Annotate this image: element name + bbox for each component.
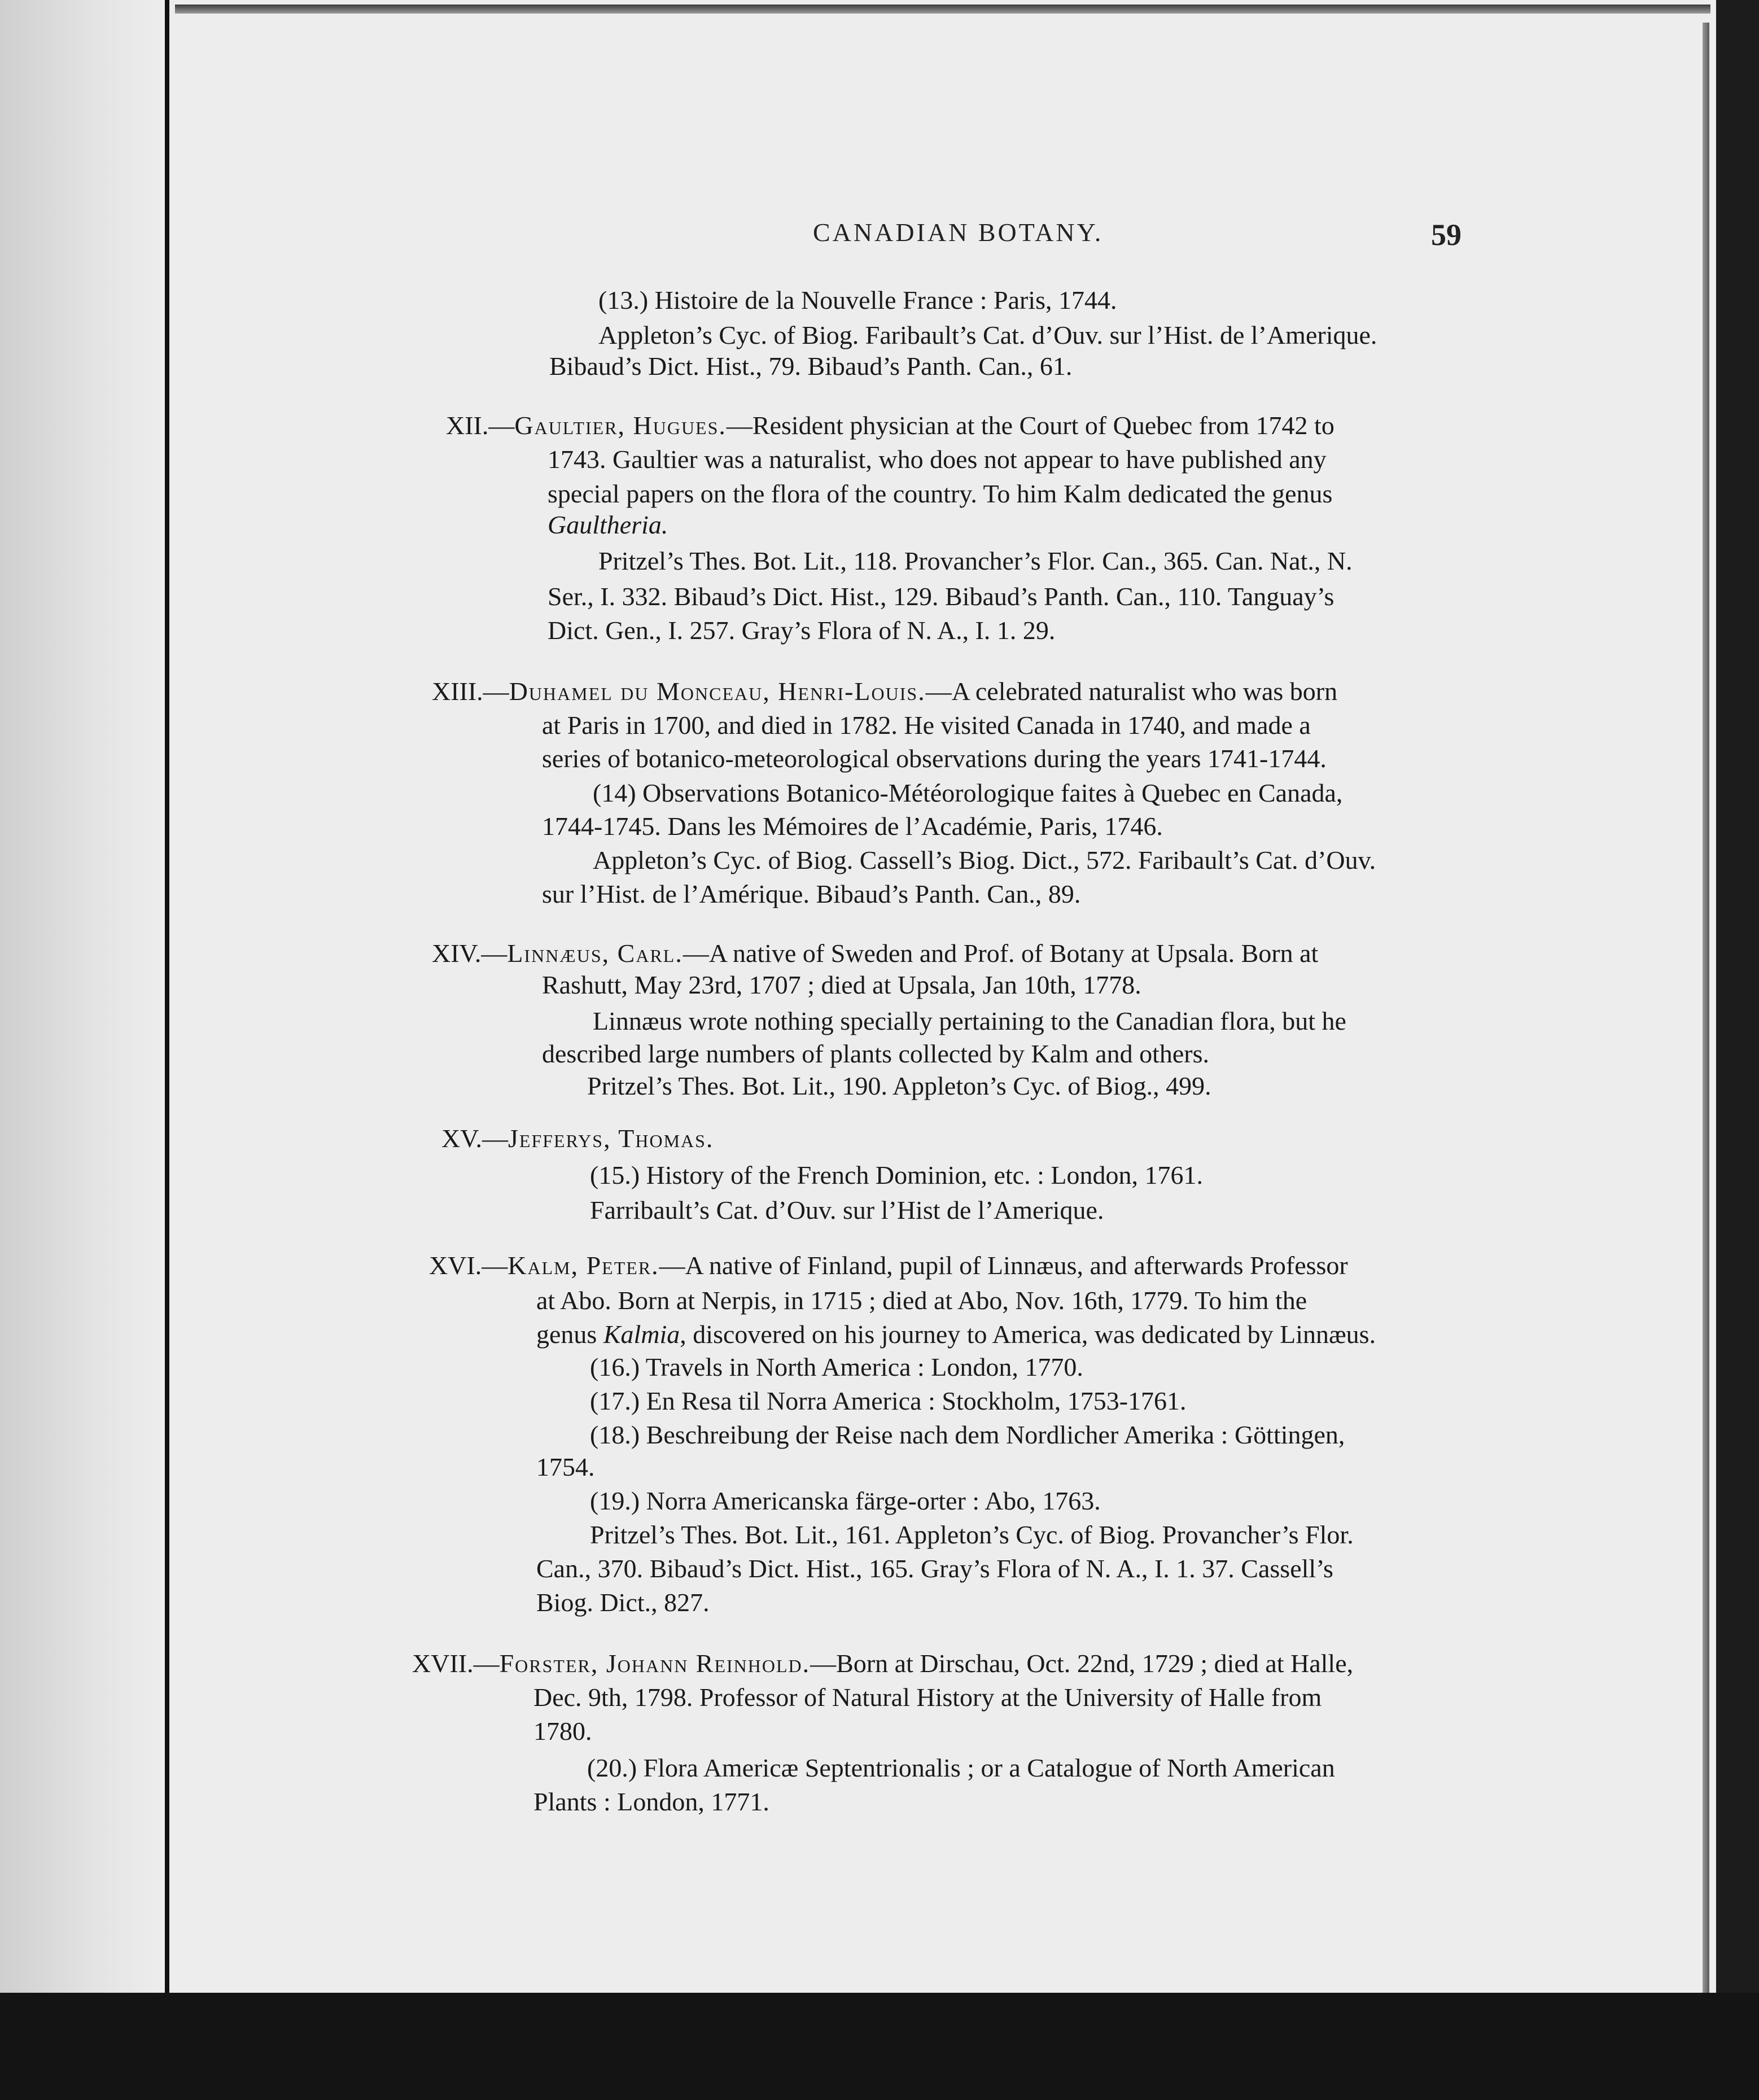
entry-text: , discovered on his journey to America, was dedicated by Linnæus. [680,1320,1376,1349]
entry-number: XII.— [446,411,515,440]
reference-line: (15.) History of the French Dominion, etc. : London, 1761. [590,1161,1203,1189]
entry-text-line [536,1319,1376,1349]
entry-heading-xvii [412,1648,1353,1678]
entry-name: Gaultier, Hugues. [514,411,727,440]
citation-line: Can., 370. Bibaud’s Dict. Hist., 165. Gray’s Flora of N. A., I. 1. 37. Cassell’s [536,1554,1333,1583]
entry-text-line: Linnæus wrote nothing specially pertaining to the Canadian flora, but he [593,1007,1346,1035]
entry-number: XV.— [441,1124,509,1153]
entry-text: —A native of Finland, pupil of Linnæus, and afterwards Professor [659,1251,1348,1280]
reference-line: (17.) En Resa til Norra America : Stockholm, 1753-1761. [590,1386,1187,1415]
page-top-edge [175,5,1710,14]
entry-name: Jefferys, Thomas. [508,1124,714,1153]
reference-line: (18.) Beschreibung der Reise nach dem Nordlicher Amerika : Göttingen, [590,1420,1345,1449]
entry-number: XIII.— [432,677,509,706]
entry-text-line: at Paris in 1700, and died in 1782. He visited Canada in 1740, and made a [542,711,1311,740]
reference-line: (14) Observations Botanico-Météorologique faites à Quebec en Canada, [593,778,1343,807]
citation-line: Pritzel’s Thes. Bot. Lit., 118. Provancher’s Flor. Can., 365. Can. Nat., N. [598,546,1353,575]
citation-line: Appleton’s Cyc. of Biog. Cassell’s Biog. Dict., 572. Faribault’s Cat. d’Ouv. [593,846,1376,874]
entry-number: XVII.— [412,1649,500,1678]
entry-heading-xiv [432,938,1318,968]
entry-text-line: described large numbers of plants collected by Kalm and others. [542,1039,1210,1068]
reference-line: 1744-1745. Dans les Mémoires de l’Académie, Paris, 1746. [542,812,1163,841]
citation-line: Biog. Dict., 827. [536,1588,710,1617]
reference-line: (16.) Travels in North America : London, 1770. [590,1353,1083,1381]
reference-line: Plants : London, 1771. [533,1787,769,1816]
entry-text-line: at Abo. Born at Nerpis, in 1715 ; died at Abo, Nov. 16th, 1779. To him the [536,1286,1307,1315]
entry-heading-xvi [429,1250,1348,1280]
entry-text: —Born at Dirschau, Oct. 22nd, 1729 ; died at Halle, [810,1649,1354,1678]
entry-name: Forster, Johann Reinhold. [499,1649,811,1678]
entry-heading-xv [441,1123,714,1153]
entry-text-line: 1743. Gaultier was a naturalist, who does not appear to have published any [548,445,1327,474]
citation-line: Pritzel’s Thes. Bot. Lit., 161. Appleton’s Cyc. of Biog. Provancher’s Flor. [590,1520,1354,1549]
entry-heading-xiii [432,676,1337,706]
page-number: 59 [1431,218,1462,252]
citation-line: Ser., I. 332. Bibaud’s Dict. Hist., 129. Bibaud’s Panth. Can., 110. Tanguay’s [548,582,1334,611]
citation-line: Appleton’s Cyc. of Biog. Faribault’s Cat. d’Ouv. sur l’Hist. de l’Amerique. [598,321,1377,349]
binding-shadow [0,0,164,1993]
entry-name: Linnæus, Carl. [507,939,683,968]
entry-text-line: Dec. 9th, 1798. Professor of Natural History at the University of Halle from [533,1683,1322,1712]
entry-text-line: special papers on the flora of the country. To him Kalm dedicated the genus [548,479,1333,508]
genus-name: Gaultheria. [548,510,668,539]
entry-name: Duhamel du Monceau, Henri-Louis. [509,677,926,706]
entry-text: genus [536,1320,603,1349]
entry-text: —A native of Sweden and Prof. of Botany at Upsala. Born at [682,939,1319,968]
scan-bottom-border [0,1993,1759,2100]
entry-number: XIV.— [432,939,507,968]
entry-heading-xii [446,410,1334,440]
running-head: CANADIAN BOTANY. [813,218,1104,247]
entry-text-line: series of botanico-meteorological observations during the years 1741-1744. [542,744,1327,773]
citation-line: Farribault’s Cat. d’Ouv. sur l’Hist de l’Amerique. [590,1196,1104,1224]
entry-text: —A celebrated naturalist who was born [925,677,1338,706]
reference-line: (13.) Histoire de la Nouvelle France : Paris, 1744. [598,286,1117,314]
citation-line: sur l’Hist. de l’Amérique. Bibaud’s Panth. Can., 89. [542,880,1081,908]
entry-name: Kalm, Peter. [507,1251,659,1280]
reference-line: (20.) Flora Americæ Septentrionalis ; or a Catalogue of North American [587,1753,1335,1782]
entry-text-line: Rashutt, May 23rd, 1707 ; died at Upsala, Jan 10th, 1778. [542,970,1141,999]
spine-edge-line [165,0,169,1993]
entry-text: —Resident physician at the Court of Quebec from 1742 to [726,411,1334,440]
page-right-edge [1703,23,1709,1993]
genus-name: Kalmia [603,1320,680,1349]
reference-line: (19.) Norra Americanska färge-orter : Abo, 1763. [590,1486,1101,1515]
citation-line: Bibaud’s Dict. Hist., 79. Bibaud’s Panth. Can., 61. [549,352,1073,380]
citation-line: Pritzel’s Thes. Bot. Lit., 190. Appleton’s Cyc. of Biog., 499. [587,1071,1211,1100]
citation-line: Dict. Gen., I. 257. Gray’s Flora of N. A., I. 1. 29. [548,616,1056,645]
entry-text-line: 1780. [533,1717,592,1745]
reference-line: 1754. [536,1453,595,1481]
entry-number: XVI.— [429,1251,508,1280]
